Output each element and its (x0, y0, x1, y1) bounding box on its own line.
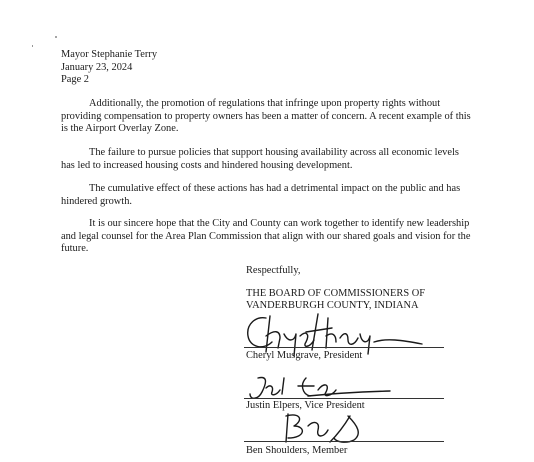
signature-line-president (244, 347, 444, 348)
paragraph-cumulative-effect: The cumulative effect of these actions has had a detrimental impact on the public and has hindered growth. (61, 183, 461, 207)
page-number: Page 2 (61, 74, 89, 86)
paragraph-hope: It is our sincere hope that the City and County can work together to identify new leadership and legal counsel for the Area Plan Commission that align with our shared goals and vision for the future. (61, 218, 471, 255)
paragraph-property-rights: Additionally, the promotion of regulations that infringe upon property rights without providing compensation to property owners has been a matter of concern. A recent example of this is the Airport Overlay Zone. (61, 98, 471, 135)
date-line: January 23, 2024 (61, 61, 133, 73)
signature-ben-shoulders (278, 412, 378, 448)
signatory-member: Ben Shoulders, Member (246, 445, 348, 456)
board-name-line-2: VANDERBURGH COUNTY, INDIANA (246, 300, 419, 312)
signatory-president: Cheryl Musgrave, President (246, 350, 363, 361)
board-name-line-1: THE BOARD OF COMMISSIONERS OF (246, 288, 425, 299)
scan-speck (55, 36, 57, 38)
closing-salutation: Respectfully, (246, 265, 301, 276)
letter-header (61, 49, 157, 87)
paragraph-housing: The failure to pursue policies that support housing availability across all economic levels has led to increased housing costs and hindered housing development. (61, 147, 459, 171)
signatory-vice-president: Justin Elpers, Vice President (246, 400, 365, 411)
board-name (246, 288, 425, 312)
signature-line-member (244, 441, 444, 442)
scan-speck (32, 45, 33, 47)
recipient-line: Mayor Stephanie Terry (61, 49, 158, 60)
signature-line-vice-president (244, 398, 444, 399)
